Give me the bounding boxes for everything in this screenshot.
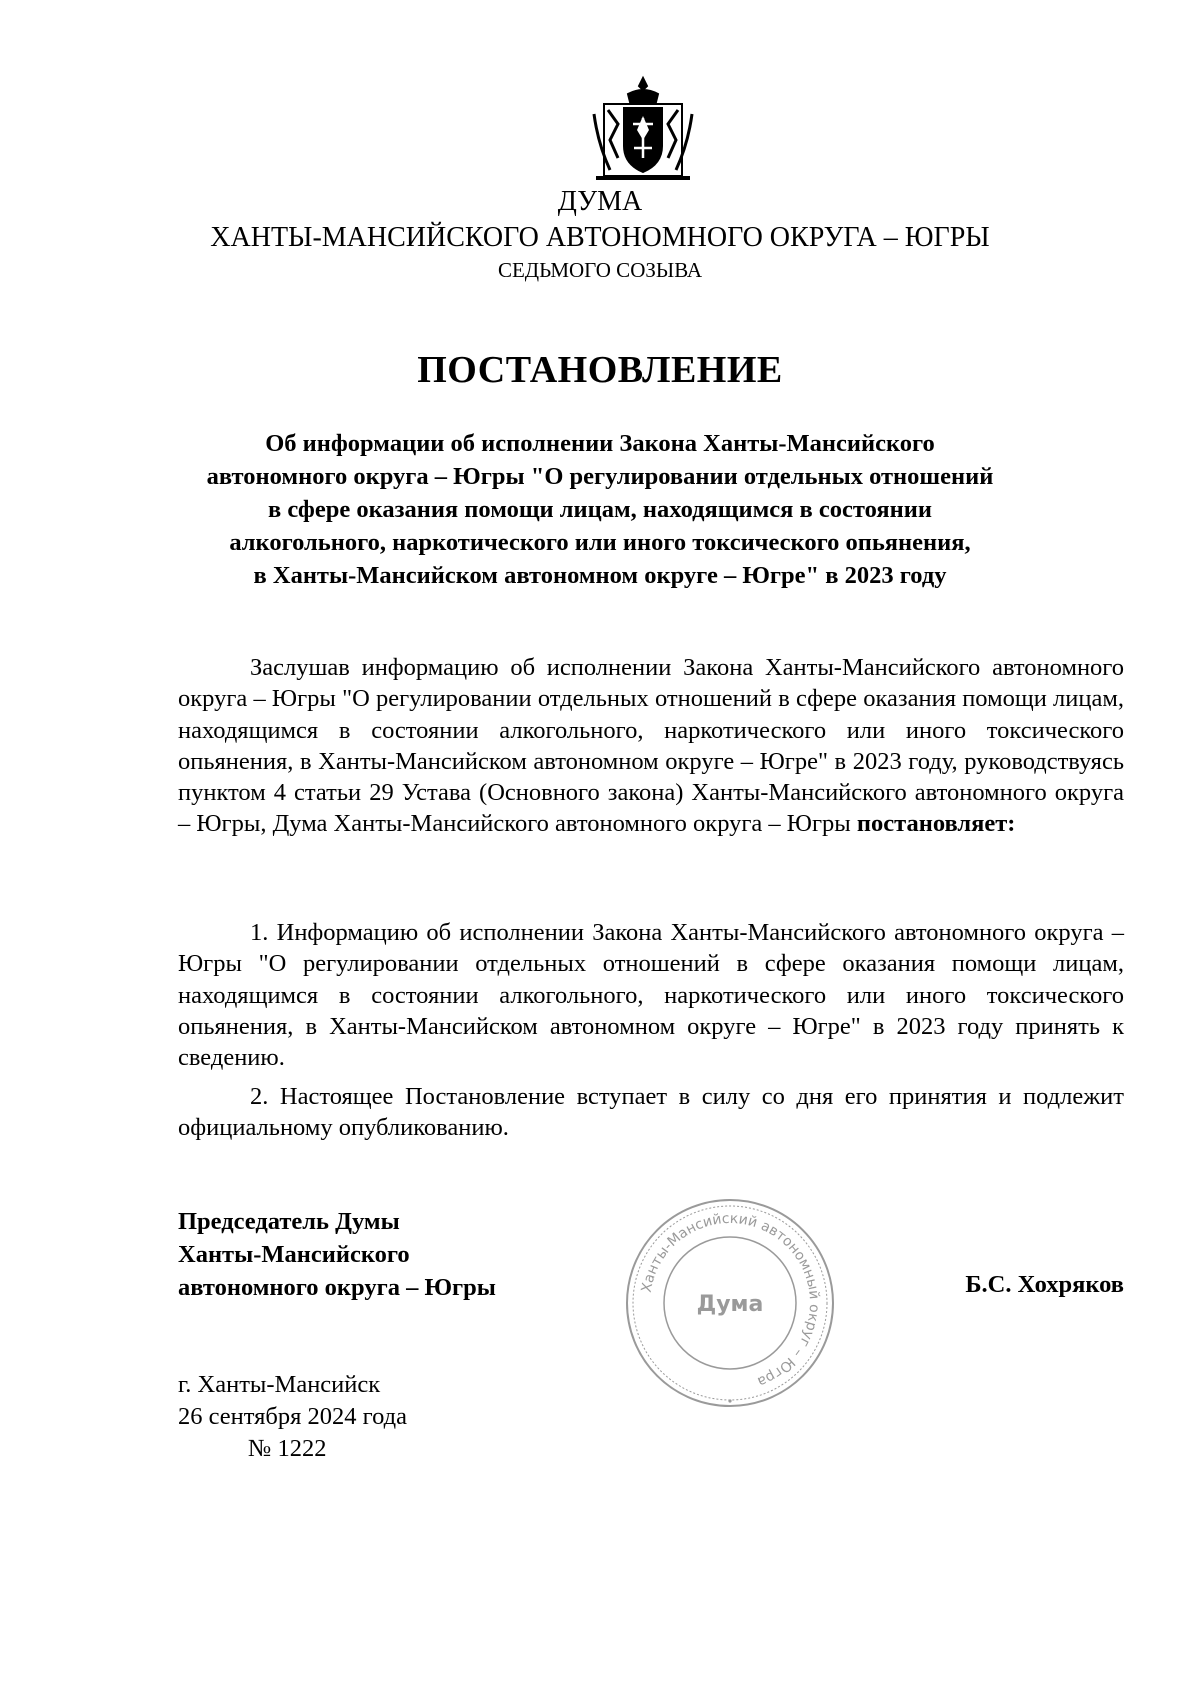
position-line: Председатель Думы xyxy=(178,1208,400,1235)
convocation: СЕДЬМОГО СОЗЫВА xyxy=(497,258,703,282)
title-line: алкогольного, наркотического или иного токсического опьянения, xyxy=(229,529,971,556)
item-1-paragraph: 1. Информацию об исполнении Закона Ханты-Мансийского автономного округа – Югры "О регулировании отдельных отношений в сфере оказания помощи лицам, находящимся в состоянии алкогольного, наркотического или иного токсического опьянения, в Ханты-Мансийском автономном округе – Югре" в 2023 году принять к сведению. xyxy=(178,919,1124,1072)
preamble-text: Заслушав информацию об исполнении Закона Ханты-Мансийского автономного округа – Югры "О регулировании отдельных отношений в сфере оказания помощи лицам, находящимся в состоянии алкогольного, наркотического или иного токсического опьянения, в Ханты-Мансийском автономном округе – Югре" в 2023 году, руководствуясь пунктом 4 статьи 29 Устава (Основного закона) Ханты-Мансийского автономного округа – Югры, Дума Ханты-Мансийского автономного округа – Югры xyxy=(178,654,1124,838)
document-number: № 1222 xyxy=(248,1435,327,1462)
position-line: Ханты-Мансийского xyxy=(178,1241,410,1268)
document-footer xyxy=(178,1369,407,1465)
item-2-paragraph: 2. Настоящее Постановление вступает в силу со дня его принятия и подлежит официальному опубликованию. xyxy=(178,1083,1124,1142)
official-seal-icon xyxy=(622,1195,838,1411)
title-line: в Ханты-Мансийском автономном округе – Югре" в 2023 году xyxy=(253,562,947,589)
organ-name: ДУМА xyxy=(557,186,643,217)
region-name: ХАНТЫ-МАНСИЙСКОГО АВТОНОМНОГО ОКРУГА – ЮГРЫ xyxy=(210,222,990,253)
preamble-paragraph xyxy=(178,652,1124,840)
position-line: автономного округа – Югры xyxy=(178,1274,496,1301)
date: 26 сентября 2024 года xyxy=(178,1403,407,1430)
seal-ring-text: Ханты-Мансийский автономный округ – Югра xyxy=(638,1210,823,1390)
resolves-word: постановляет: xyxy=(856,810,1016,838)
title-line: автономного округа – Югры "О регулировании отдельных отношений xyxy=(206,463,994,490)
title-line: в сфере оказания помощи лицам, находящимся в состоянии xyxy=(268,496,932,523)
coat-of-arms-icon xyxy=(588,74,698,186)
title-line: Об информации об исполнении Закона Ханты-Мансийского xyxy=(265,430,935,457)
signatory-position xyxy=(178,1205,496,1304)
signatory-name: Б.С. Хохряков xyxy=(965,1271,1124,1298)
seal-center-text: Дума xyxy=(696,1292,764,1317)
city: г. Ханты-Мансийск xyxy=(178,1371,381,1398)
document-title xyxy=(170,427,1030,592)
document-type: ПОСТАНОВЛЕНИЕ xyxy=(417,349,783,391)
